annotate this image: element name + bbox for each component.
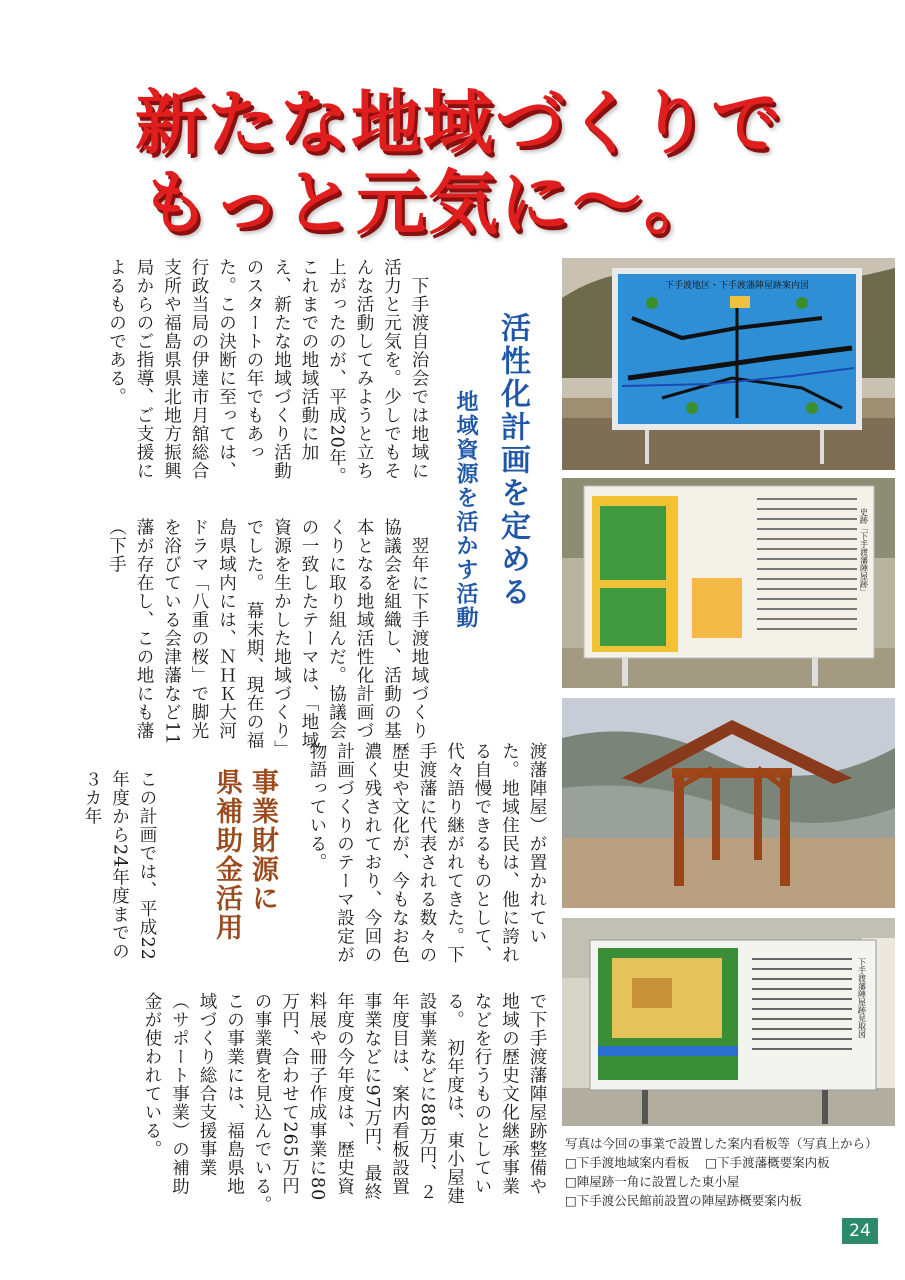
body-text-intro: 下手渡自治会では地域に活力と元気を。少しでもそんな活動してみようと立ち上がったのが、平成20年。これまでの地域活動に加え、新たな地域づくり活動のスタートの年でもあった。この決断に至っては、行政当局の伊達市月舘総合支所や福島県県北地方振興局からのご指導、ご支援によるものである。 — [106, 258, 429, 486]
area-guide-sign-image — [562, 258, 895, 470]
photo-east-hut — [562, 698, 895, 908]
body-text-plan-period: この計画では、平成22年度から24年度までの３カ年 — [82, 770, 157, 961]
body-text-history: 渡藩陣屋）が置かれていた。地域住民は、他に誇れる自慢できるものとして、代々語り継がれてきた。下手渡藩に代表される数々の歴史や文化が、今もなお色濃く残されており、今回の計画づくりのテーマ設定が物語っている。 — [307, 742, 547, 964]
photo-camp-ruins-sign — [562, 918, 895, 1126]
east-hut-image — [562, 698, 895, 908]
page-number: 24 — [842, 1218, 878, 1244]
photo-caption — [565, 1134, 878, 1210]
caption-lead: 写真は今回の事業で設置した案内看板等（写真上から） — [565, 1136, 878, 1151]
caption-item-2: □下手渡藩概要案内板 — [705, 1155, 830, 1170]
section-subheading-local-resources: 地域資源を活かす活動 — [453, 390, 478, 630]
section-heading-activation-plan: 活性化計画を定める — [495, 312, 530, 609]
caption-item-4: □下手渡公民館前設置の陣屋跡概要案内板 — [565, 1193, 802, 1208]
page-title-line1: 新たな地域づくりで — [135, 82, 783, 164]
section-heading-funding-line2: 県補助金活用 — [211, 768, 242, 942]
domain-overview-sign-image — [562, 478, 895, 688]
photo-domain-overview-sign — [562, 478, 895, 688]
photo-area-guide-sign — [562, 258, 895, 470]
caption-item-3: □陣屋跡一角に設置した東小屋 — [565, 1174, 740, 1189]
section-heading-funding-line1: 事業財源に — [247, 768, 278, 913]
section-heading-funding — [208, 768, 280, 968]
caption-item-1: □下手渡地域案内看板 — [565, 1155, 690, 1170]
camp-ruins-sign-image — [562, 918, 895, 1126]
page-title-line2: もっと元気に～。 — [140, 162, 716, 244]
sign2-title: 史跡「下手渡藩陣屋跡」 — [859, 508, 869, 596]
sign4-title: 下手渡藩陣屋跡見取図 — [857, 958, 867, 1038]
body-text-council: 翌年に下手渡地域づくり協議会を組織し、活動の基本となる地域活性化計画づくりに取り組んだ。協議会の一致したテーマは、「地域資源を生かした地域づくり」でした。 幕末期、現在の福島県域内には、ＮＨＫ大河ドラマ「八重の桜」で脚光を浴びている会津藩など11藩が存在し、この地にも藩（下手 — [106, 518, 429, 750]
caption-row-1 — [565, 1153, 878, 1172]
body-text-projects: で下手渡藩陣屋跡整備や地域の歴史文化継承事業などを行うものとしている。 初年度は、東小屋建設事業などに88万円、２年度目は、案内看板設置事業などに97万円、最終年度の今年度は、歴史資料展や冊子作成事業に80万円、合わせて265万円の事業費を見込んでいる。 この事業には、福島県地域づくり総合支援事業（サポート事業）の補助金が使われている。 — [142, 992, 547, 1224]
sign1-title: 下手渡地区・下手渡藩陣屋跡案内図 — [664, 281, 810, 291]
